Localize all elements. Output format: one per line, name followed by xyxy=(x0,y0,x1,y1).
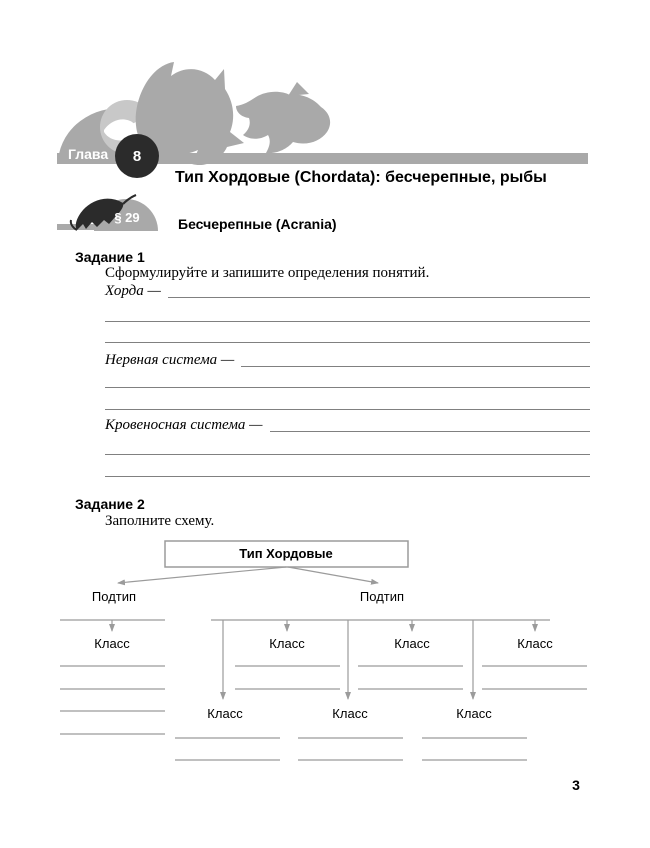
class-label: Класс xyxy=(394,636,430,651)
task-1-heading: Задание 1 xyxy=(75,249,145,265)
term-label: Нервная система — xyxy=(105,352,235,368)
term-row-chord xyxy=(105,284,590,300)
answer-line xyxy=(241,366,590,367)
answer-line xyxy=(105,409,590,410)
arrow-to-left-subtype xyxy=(118,567,286,583)
task-2-instruction: Заполните схему. xyxy=(105,513,215,529)
term-label: Кровеносная система — xyxy=(105,417,263,433)
answer-line xyxy=(105,476,590,477)
class-label: Класс xyxy=(94,636,130,651)
class-label: Класс xyxy=(269,636,305,651)
answer-line xyxy=(105,454,590,455)
subtype-label-left: Подтип xyxy=(91,589,137,604)
answer-line xyxy=(105,342,590,343)
task-1-instruction: Сформулируйте и запишите определения понятий. xyxy=(105,265,430,281)
term-label: Хорда — xyxy=(105,283,161,299)
answer-line xyxy=(270,431,591,432)
class-label: Класс xyxy=(456,706,492,721)
paragraph-title: Бесчерепные (Acrania) xyxy=(178,216,337,232)
term-row-circulatory-system xyxy=(105,418,590,434)
term-row-nervous-system xyxy=(105,353,590,369)
answer-line xyxy=(105,321,590,322)
scheme-root-label: Тип Хордовые xyxy=(239,546,333,561)
chapter-title: Тип Хордовые (Chordata): бесчерепные, рыбы xyxy=(175,169,547,186)
scheme-diagram xyxy=(40,535,610,770)
task-2-heading: Задание 2 xyxy=(75,496,145,512)
class-label: Класс xyxy=(207,706,243,721)
answer-line xyxy=(168,297,590,298)
chapter-label: Глава xyxy=(68,146,109,162)
chapter-number: 8 xyxy=(132,148,142,165)
arrow-to-right-subtype xyxy=(288,567,378,583)
goldfish-icon xyxy=(236,82,330,153)
subtype-label-right: Подтип xyxy=(359,589,405,604)
paragraph-badge: § 29 xyxy=(114,210,140,225)
answer-line xyxy=(105,387,590,388)
class-label: Класс xyxy=(517,636,553,651)
page-number: 3 xyxy=(572,777,580,793)
class-label: Класс xyxy=(332,706,368,721)
